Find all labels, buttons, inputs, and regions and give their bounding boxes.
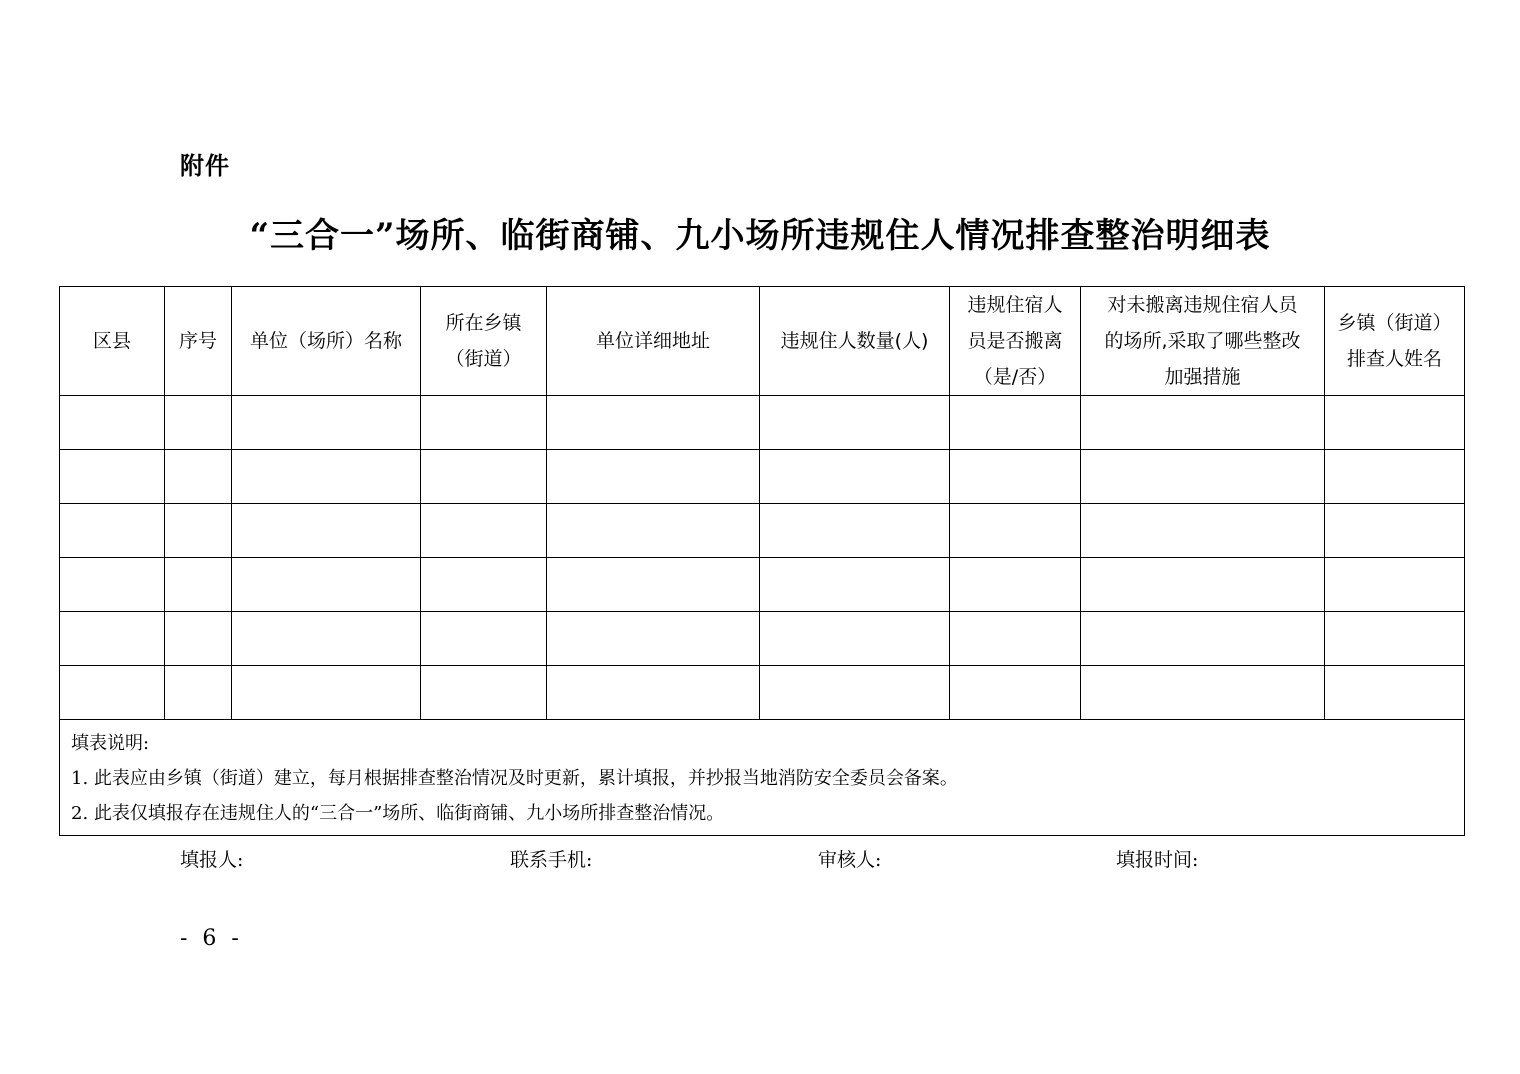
table-cell[interactable] xyxy=(232,666,421,720)
table-cell[interactable] xyxy=(60,396,165,450)
table-cell[interactable] xyxy=(1081,612,1325,666)
col-header-address: 单位详细地址 xyxy=(547,287,760,396)
filler-label: 填报人: xyxy=(180,849,244,871)
page-number: - 6 - xyxy=(180,926,243,951)
col-header-unit-name: 单位（场所）名称 xyxy=(232,287,421,396)
table-cell[interactable] xyxy=(1081,396,1325,450)
table-cell[interactable] xyxy=(60,504,165,558)
table-cell[interactable] xyxy=(165,558,232,612)
col-header-district: 区县 xyxy=(60,287,165,396)
table-cell[interactable] xyxy=(760,612,950,666)
table-row xyxy=(60,504,1465,558)
table-cell[interactable] xyxy=(60,612,165,666)
table-cell[interactable] xyxy=(950,558,1081,612)
table-cell[interactable] xyxy=(760,666,950,720)
table-cell[interactable] xyxy=(1325,558,1465,612)
table-cell[interactable] xyxy=(547,558,760,612)
table-cell[interactable] xyxy=(232,450,421,504)
table-cell[interactable] xyxy=(1325,450,1465,504)
col-header-serial: 序号 xyxy=(165,287,232,396)
table-row xyxy=(60,396,1465,450)
phone-label: 联系手机: xyxy=(510,849,593,871)
notes-item-2: 2. 此表仅填报存在违规住人的“三合一”场所、临街商铺、九小场所排查整治情况。 xyxy=(71,803,725,824)
table-cell[interactable] xyxy=(1325,396,1465,450)
table-cell[interactable] xyxy=(950,450,1081,504)
table-cell[interactable] xyxy=(950,504,1081,558)
table-cell[interactable] xyxy=(421,450,547,504)
table-cell[interactable] xyxy=(60,666,165,720)
table-cell[interactable] xyxy=(1325,666,1465,720)
notes-item-1: 1. 此表应由乡镇（街道）建立，每月根据排查整治情况及时更新，累计填报，并抄报当地消防安全委员会备案。 xyxy=(71,768,958,789)
table-row xyxy=(60,666,1465,720)
table-cell[interactable] xyxy=(421,558,547,612)
table-row xyxy=(60,558,1465,612)
table-cell[interactable] xyxy=(60,450,165,504)
table-cell[interactable] xyxy=(1325,612,1465,666)
table-cell[interactable] xyxy=(232,558,421,612)
reviewer-label: 审核人: xyxy=(818,849,882,871)
table-cell[interactable] xyxy=(232,396,421,450)
table-cell[interactable] xyxy=(547,612,760,666)
table-cell[interactable] xyxy=(421,666,547,720)
table-cell[interactable] xyxy=(950,396,1081,450)
table-cell[interactable] xyxy=(421,504,547,558)
table-cell[interactable] xyxy=(547,450,760,504)
table-cell[interactable] xyxy=(547,396,760,450)
col-header-measures: 对未搬离违规住宿人员 的场所,采取了哪些整改 加强措施 xyxy=(1081,287,1325,396)
col-header-occupant-count: 违规住人数量(人) xyxy=(760,287,950,396)
col-header-township: 所在乡镇 （街道） xyxy=(421,287,547,396)
col-header-moved-out: 违规住宿人 员是否搬离 （是/否） xyxy=(950,287,1081,396)
table-row xyxy=(60,450,1465,504)
table-cell[interactable] xyxy=(1325,504,1465,558)
date-label: 填报时间: xyxy=(1116,849,1199,871)
table-cell[interactable] xyxy=(232,612,421,666)
table-cell[interactable] xyxy=(165,612,232,666)
table-cell[interactable] xyxy=(60,558,165,612)
table-cell[interactable] xyxy=(950,666,1081,720)
table-cell[interactable] xyxy=(760,558,950,612)
table-cell[interactable] xyxy=(421,612,547,666)
notes-row xyxy=(60,720,1465,836)
table-cell[interactable] xyxy=(1081,450,1325,504)
table-row xyxy=(60,612,1465,666)
table-cell[interactable] xyxy=(760,396,950,450)
header-row xyxy=(60,287,1465,396)
notes-heading: 填表说明: xyxy=(71,733,150,754)
col-header-inspector: 乡镇（街道） 排查人姓名 xyxy=(1325,287,1465,396)
document-title: “三合一”场所、临街商铺、九小场所违规住人情况排查整治明细表 xyxy=(249,216,1271,256)
table-cell[interactable] xyxy=(760,450,950,504)
table-cell[interactable] xyxy=(165,396,232,450)
table-cell[interactable] xyxy=(760,504,950,558)
table-cell[interactable] xyxy=(165,504,232,558)
table-cell[interactable] xyxy=(950,612,1081,666)
attachment-label: 附件 xyxy=(180,152,230,180)
table-cell[interactable] xyxy=(232,504,421,558)
table-cell[interactable] xyxy=(1081,504,1325,558)
inspection-table xyxy=(59,286,1465,836)
table-cell[interactable] xyxy=(1081,558,1325,612)
table-cell[interactable] xyxy=(165,450,232,504)
table-cell[interactable] xyxy=(421,396,547,450)
table-cell[interactable] xyxy=(165,666,232,720)
table-cell[interactable] xyxy=(547,666,760,720)
table-cell[interactable] xyxy=(547,504,760,558)
notes-cell xyxy=(60,720,1465,836)
table-cell[interactable] xyxy=(1081,666,1325,720)
